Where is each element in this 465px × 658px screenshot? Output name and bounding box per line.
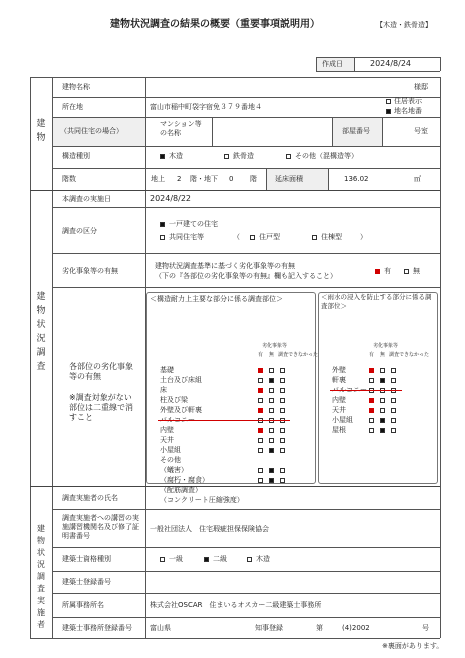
structure-other: その他（混構造等） xyxy=(295,152,358,160)
page-title: 建物状況調査の結果の概要（重要事項説明用） xyxy=(110,19,320,30)
structure-type-label: 構造種別 xyxy=(62,152,90,160)
check-struct-no[interactable] xyxy=(269,368,274,373)
rain-parts-head: ＜雨水の浸入を防止する部分に係る調査部位＞ xyxy=(321,293,432,310)
floors-mid-label: 階・地下 xyxy=(190,175,218,183)
struct-item: 内壁 xyxy=(160,426,174,434)
check-rain-na[interactable] xyxy=(391,368,396,373)
rain-col-yes: 有 xyxy=(369,352,375,358)
rain-item: 天井 xyxy=(332,406,346,414)
check-rain-no[interactable] xyxy=(380,398,385,403)
struct-item: 柱及び梁 xyxy=(160,396,188,404)
inspection-date-value: 2024/8/22 xyxy=(150,194,192,203)
inspector-name-label: 調査実施者の氏名 xyxy=(62,494,118,502)
floors-below-count: 0 xyxy=(229,175,234,183)
building-name-label: 建物名称 xyxy=(62,83,90,91)
check-struct-na[interactable] xyxy=(280,448,285,453)
room-number-label: 部屋番号 xyxy=(342,127,370,135)
checkbox-residence-display[interactable] xyxy=(386,99,391,104)
floors-label: 階数 xyxy=(62,175,76,183)
parts-label: 各部位の劣化事象等の有無 xyxy=(69,362,133,381)
rain-col-no: 無 xyxy=(380,352,386,358)
checkbox-wood-class[interactable] xyxy=(247,557,252,562)
check-struct-yes[interactable] xyxy=(258,468,263,473)
area-value: 136.02 xyxy=(344,175,369,183)
kind-paren-left: （ xyxy=(233,233,240,241)
strike-line xyxy=(330,390,402,391)
office-reg-number: (4)2002 xyxy=(342,624,370,632)
check-rain-no[interactable] xyxy=(380,368,385,373)
checkbox-apartment[interactable] xyxy=(160,235,165,240)
struct-col-head: 劣化事象等 xyxy=(262,343,288,349)
strike-line xyxy=(158,420,290,421)
check-struct-na[interactable] xyxy=(280,368,285,373)
architect-wood: 木造 xyxy=(256,555,270,563)
check-struct-na[interactable] xyxy=(280,388,285,393)
check-struct-no[interactable] xyxy=(269,398,274,403)
struct-item: 外壁及び軒裏 xyxy=(160,406,202,414)
check-rain-yes[interactable] xyxy=(369,418,374,423)
office-reg-dai: 第 xyxy=(316,624,323,632)
checkbox-degradation-no[interactable] xyxy=(404,269,409,274)
check-rain-yes[interactable] xyxy=(369,368,374,373)
date-value: 2024/8/24 xyxy=(370,59,412,68)
kind-paren-right: ） xyxy=(360,233,367,241)
check-rain-yes[interactable] xyxy=(369,428,374,433)
footer-note: ※裏面があります。 xyxy=(382,642,444,650)
address-opt2: 地名地番 xyxy=(394,107,422,115)
check-struct-na[interactable] xyxy=(280,398,285,403)
checkbox-unit-type[interactable] xyxy=(250,235,255,240)
check-struct-na[interactable] xyxy=(280,408,285,413)
degradation-no: 無 xyxy=(413,267,420,275)
office-reg-gov: 知事登録 xyxy=(255,624,283,632)
degradation-desc1: 建物状況調査基準に基づく劣化事象等の有無 xyxy=(155,262,295,270)
checkbox-first-class[interactable] xyxy=(160,557,165,562)
check-rain-na[interactable] xyxy=(391,398,396,403)
area-label: 延床面積 xyxy=(275,175,303,183)
check-rain-no[interactable] xyxy=(380,408,385,413)
check-struct-no[interactable] xyxy=(269,438,274,443)
structural-parts-head: ＜構造耐力上主要な部分に係る調査部位＞ xyxy=(150,295,283,303)
floors-above-label: 地上 xyxy=(151,175,165,183)
struct-item: （蟻害） xyxy=(160,466,188,474)
parts-note: ※調査対象がない部位は二重線で消すこと xyxy=(69,393,133,422)
section1-side-label: 建物 xyxy=(36,119,46,143)
check-struct-na[interactable] xyxy=(280,438,285,443)
rain-col-na: 調査できなかった xyxy=(389,352,430,358)
check-rain-na[interactable] xyxy=(391,378,396,383)
check-struct-yes[interactable] xyxy=(258,438,263,443)
struct-col-no: 無 xyxy=(269,352,275,358)
check-struct-na[interactable] xyxy=(280,478,285,483)
office-reg-go: 号 xyxy=(422,624,429,632)
check-struct-yes[interactable] xyxy=(258,378,263,383)
kind-opt1: 一戸建ての住宅 xyxy=(169,220,218,228)
struct-col-yes: 有 xyxy=(258,352,264,358)
struct-item: 基礎 xyxy=(160,366,174,374)
address-label: 所在地 xyxy=(62,103,83,111)
rain-item: 外壁 xyxy=(332,366,346,374)
checkbox-second-class[interactable] xyxy=(204,557,209,562)
mansion-name-label: マンション等の名称 xyxy=(160,120,202,137)
check-struct-yes[interactable] xyxy=(258,388,263,393)
section2-side-label: 建物状況調査 xyxy=(36,292,46,372)
check-struct-no[interactable] xyxy=(269,448,274,453)
checkbox-lot-number[interactable] xyxy=(386,109,391,114)
degradation-label: 劣化事象等の有無 xyxy=(62,267,118,275)
checkbox-other[interactable] xyxy=(286,154,291,159)
building-name-suffix: 様邸 xyxy=(414,83,428,91)
area-unit: ㎡ xyxy=(414,175,421,183)
struct-item: （配筋調査） xyxy=(160,486,202,494)
structure-tag: 【木造・鉄骨造】 xyxy=(376,21,432,29)
struct-item: （コンクリート圧縮強度） xyxy=(160,496,244,504)
check-struct-no[interactable] xyxy=(269,378,274,383)
struct-item: （腐朽・腐食） xyxy=(160,476,209,484)
office-reg-label: 建築士事務所登録番号 xyxy=(62,624,132,632)
struct-item: 小屋組 xyxy=(160,446,181,454)
architect-reg-label: 建築士登録番号 xyxy=(62,578,111,586)
check-rain-na[interactable] xyxy=(391,418,396,423)
address-opt1: 住居表示 xyxy=(394,97,422,105)
kind-opt2: 共同住宅等 xyxy=(169,233,204,241)
rain-item: 内壁 xyxy=(332,396,346,404)
degradation-yes: 有 xyxy=(384,267,391,275)
rain-col-head: 劣化事象等 xyxy=(373,343,399,349)
struct-item: バルコニー xyxy=(160,416,195,424)
struct-col-na: 調査できなかった xyxy=(278,352,319,358)
office-value: 株式会社OSCAR 住まいるオスカー二級建築士事務所 xyxy=(150,601,322,609)
check-struct-no[interactable] xyxy=(269,468,274,473)
section3-side-label: 建物状況調査実施者 xyxy=(37,524,45,629)
check-rain-na[interactable] xyxy=(391,428,396,433)
rain-item: 小屋組 xyxy=(332,416,353,424)
rain-item: バルコニー xyxy=(332,386,367,394)
check-struct-no[interactable] xyxy=(269,388,274,393)
course-label: 調査実施者への講習の実施講習機関名及び修了証明書番号 xyxy=(62,514,139,540)
check-struct-na[interactable] xyxy=(280,378,285,383)
kind-opt4: 住棟型 xyxy=(321,233,342,241)
check-struct-yes[interactable] xyxy=(258,478,263,483)
check-struct-yes[interactable] xyxy=(258,398,263,403)
office-reg-pref: 富山県 xyxy=(150,624,171,632)
check-struct-yes[interactable] xyxy=(258,448,263,453)
check-rain-no[interactable] xyxy=(380,378,385,383)
struct-item: その他 xyxy=(160,456,181,464)
check-struct-no[interactable] xyxy=(269,478,274,483)
floors-above-count: 2 xyxy=(177,175,182,183)
date-label: 作成日 xyxy=(322,60,343,68)
check-rain-yes[interactable] xyxy=(369,398,374,403)
kind-opt3: 住戸型 xyxy=(259,233,280,241)
check-rain-yes[interactable] xyxy=(369,408,374,413)
check-struct-na[interactable] xyxy=(280,468,285,473)
rain-item: 軒裏 xyxy=(332,376,346,384)
check-struct-no[interactable] xyxy=(269,408,274,413)
checkbox-building-type[interactable] xyxy=(312,235,317,240)
check-struct-no[interactable] xyxy=(269,428,274,433)
check-rain-no[interactable] xyxy=(380,418,385,423)
inspection-date-label: 本調査の実施日 xyxy=(62,195,111,203)
architect-second: 二級 xyxy=(213,555,227,563)
checkbox-wood[interactable] xyxy=(160,154,165,159)
struct-item: 床 xyxy=(160,386,167,394)
address-value: 富山市稲中町袋字宿免３７９番地４ xyxy=(150,103,262,111)
struct-item: 天井 xyxy=(160,436,174,444)
check-struct-yes[interactable] xyxy=(258,408,263,413)
degradation-desc2: （下の『各部位の劣化事象等の有無』欄も記入すること） xyxy=(155,272,337,280)
inspection-kind-label: 調査の区分 xyxy=(62,227,97,235)
check-rain-no[interactable] xyxy=(380,428,385,433)
check-rain-yes[interactable] xyxy=(369,378,374,383)
check-struct-yes[interactable] xyxy=(258,368,263,373)
room-suffix: 号室 xyxy=(414,127,428,135)
architect-class-label: 建築士資格種別 xyxy=(62,555,111,563)
structure-steel: 鉄骨造 xyxy=(233,152,254,160)
check-struct-na[interactable] xyxy=(280,428,285,433)
mansion-paren-label: （共同住宅の場合） xyxy=(60,127,123,135)
checkbox-degradation-yes[interactable] xyxy=(375,269,380,274)
struct-item: 土台及び床組 xyxy=(160,376,202,384)
office-label: 所属事務所名 xyxy=(62,601,104,609)
floors-unit: 階 xyxy=(250,175,257,183)
check-rain-na[interactable] xyxy=(391,408,396,413)
check-struct-yes[interactable] xyxy=(258,428,263,433)
structure-wood: 木造 xyxy=(169,152,183,160)
checkbox-steel[interactable] xyxy=(224,154,229,159)
checkbox-detached[interactable] xyxy=(160,222,165,227)
rain-item: 屋根 xyxy=(332,426,346,434)
course-value: 一般社団法人 住宅瑕疵担保保険協会 xyxy=(150,525,269,533)
architect-first: 一級 xyxy=(169,555,183,563)
